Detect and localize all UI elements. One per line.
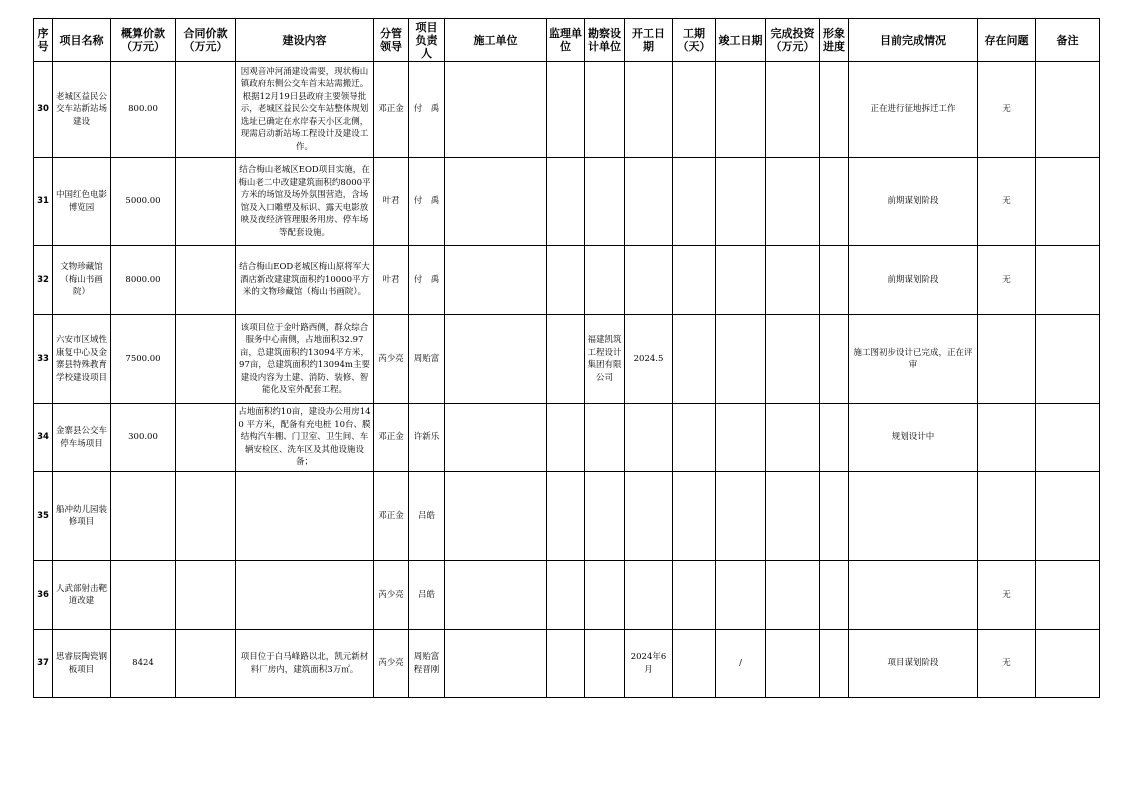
cell-leader: 叶君 — [374, 246, 409, 315]
table-row — [34, 158, 1100, 246]
cell-builder — [445, 404, 547, 472]
cell-seq: 30 — [34, 62, 53, 158]
header-content: 建设内容 — [236, 19, 374, 62]
cell-invest — [766, 561, 820, 630]
cell-notes — [1036, 158, 1100, 246]
cell-designer — [585, 158, 625, 246]
cell-owner: 吕皓 — [409, 472, 445, 561]
cell-issues — [978, 404, 1036, 472]
table-row — [34, 246, 1100, 315]
cell-start: 2024年6月 — [625, 630, 673, 698]
cell-name: 金寨县公交车停车场项目 — [53, 404, 111, 472]
cell-seq: 32 — [34, 246, 53, 315]
cell-issues: 无 — [978, 62, 1036, 158]
cell-finish — [716, 404, 766, 472]
cell-image — [820, 158, 849, 246]
header-notes: 备注 — [1036, 19, 1100, 62]
cell-builder — [445, 158, 547, 246]
cell-contract — [176, 246, 236, 315]
table-row — [34, 561, 1100, 630]
cell-leader: 叶君 — [374, 158, 409, 246]
cell-finish — [716, 315, 766, 404]
cell-supervisor — [547, 62, 585, 158]
cell-start — [625, 158, 673, 246]
cell-status — [849, 561, 978, 630]
cell-invest — [766, 315, 820, 404]
cell-image — [820, 62, 849, 158]
cell-budget: 5000.00 — [111, 158, 176, 246]
cell-start — [625, 62, 673, 158]
cell-builder — [445, 246, 547, 315]
cell-invest — [766, 62, 820, 158]
cell-seq: 37 — [34, 630, 53, 698]
cell-supervisor — [547, 315, 585, 404]
cell-supervisor — [547, 630, 585, 698]
cell-image — [820, 404, 849, 472]
cell-duration — [673, 404, 716, 472]
cell-name: 老城区益民公交车站新站场建设 — [53, 62, 111, 158]
header-owner: 项目负责人 — [409, 19, 445, 62]
cell-supervisor — [547, 561, 585, 630]
cell-status: 项目谋划阶段 — [849, 630, 978, 698]
table-row — [34, 472, 1100, 561]
header-invest: 完成投资（万元） — [766, 19, 820, 62]
cell-owner: 付 禹 — [409, 158, 445, 246]
cell-status: 前期谋划阶段 — [849, 158, 978, 246]
cell-status: 施工图初步设计已完成，正在评审 — [849, 315, 978, 404]
cell-notes — [1036, 561, 1100, 630]
cell-budget: 8000.00 — [111, 246, 176, 315]
cell-supervisor — [547, 472, 585, 561]
cell-designer — [585, 561, 625, 630]
cell-content: 结合梅山EOD老城区梅山原将军大酒店新改建建筑面积约10000平方米的文物珍藏馆（梅山书画院）。 — [236, 246, 374, 315]
cell-finish — [716, 561, 766, 630]
cell-leader: 邓正金 — [374, 62, 409, 158]
header-finish: 竣工日期 — [716, 19, 766, 62]
cell-notes — [1036, 62, 1100, 158]
cell-seq: 31 — [34, 158, 53, 246]
header-duration: 工期（天） — [673, 19, 716, 62]
table-row — [34, 62, 1100, 158]
cell-start — [625, 404, 673, 472]
cell-contract — [176, 472, 236, 561]
header-image: 形象进度 — [820, 19, 849, 62]
cell-status: 规划设计中 — [849, 404, 978, 472]
project-table — [33, 18, 1100, 698]
cell-duration — [673, 158, 716, 246]
cell-notes — [1036, 404, 1100, 472]
cell-invest — [766, 158, 820, 246]
cell-builder — [445, 62, 547, 158]
cell-status: 前期谋划阶段 — [849, 246, 978, 315]
cell-status: 正在进行征地拆迁工作 — [849, 62, 978, 158]
cell-builder — [445, 561, 547, 630]
cell-finish — [716, 62, 766, 158]
cell-finish — [716, 246, 766, 315]
cell-seq: 36 — [34, 561, 53, 630]
cell-start: 2024.5 — [625, 315, 673, 404]
cell-notes — [1036, 472, 1100, 561]
cell-issues: 无 — [978, 561, 1036, 630]
header-row — [34, 19, 1100, 62]
cell-owner: 付 禹 — [409, 62, 445, 158]
cell-designer — [585, 630, 625, 698]
cell-issues: 无 — [978, 630, 1036, 698]
cell-start — [625, 246, 673, 315]
cell-start — [625, 472, 673, 561]
cell-duration — [673, 561, 716, 630]
cell-start — [625, 561, 673, 630]
cell-contract — [176, 315, 236, 404]
header-name: 项目名称 — [53, 19, 111, 62]
cell-designer — [585, 472, 625, 561]
cell-finish: / — [716, 630, 766, 698]
cell-designer — [585, 246, 625, 315]
header-leader: 分管领导 — [374, 19, 409, 62]
cell-name: 人武部射击靶道改建 — [53, 561, 111, 630]
cell-issues — [978, 472, 1036, 561]
cell-owner: 付 禹 — [409, 246, 445, 315]
cell-duration — [673, 630, 716, 698]
cell-notes — [1036, 630, 1100, 698]
cell-designer: 福建凯筑工程设计集团有限公司 — [585, 315, 625, 404]
cell-name: 六安市区域性康复中心及金寨县特殊教育学校建设项目 — [53, 315, 111, 404]
cell-content: 该项目位于金叶路西侧，群众综合服务中心南侧，占地面积32.97亩，总建筑面积约13094平方米，97亩，总建筑面积约13094m主要建设内容为土建、消防、装修、智能化及室外配套工程。 — [236, 315, 374, 404]
header-status: 目前完成情况 — [849, 19, 978, 62]
cell-budget — [111, 561, 176, 630]
cell-status — [849, 472, 978, 561]
cell-owner: 吕皓 — [409, 561, 445, 630]
cell-contract — [176, 62, 236, 158]
header-designer: 勘察设计单位 — [585, 19, 625, 62]
cell-issues — [978, 315, 1036, 404]
cell-supervisor — [547, 246, 585, 315]
table-row — [34, 404, 1100, 472]
cell-supervisor — [547, 158, 585, 246]
cell-seq: 33 — [34, 315, 53, 404]
cell-builder — [445, 630, 547, 698]
cell-name: 思睿辰陶瓷钢板项目 — [53, 630, 111, 698]
cell-owner: 周贻富 — [409, 315, 445, 404]
cell-content: 因观音冲河涌建设需要，现状梅山镇政府东侧公交车首末站需搬迁。根据12月19日县政府主要领导批示，老城区益民公交车站整体规划选址已确定在水岸春天小区北侧，现需启动新站场工程设计及建设工作。 — [236, 62, 374, 158]
cell-invest — [766, 404, 820, 472]
cell-image — [820, 561, 849, 630]
cell-budget: 300.00 — [111, 404, 176, 472]
header-contract: 合同价款（万元） — [176, 19, 236, 62]
cell-budget: 7500.00 — [111, 315, 176, 404]
cell-supervisor — [547, 404, 585, 472]
cell-builder — [445, 472, 547, 561]
cell-contract — [176, 404, 236, 472]
cell-finish — [716, 158, 766, 246]
cell-duration — [673, 246, 716, 315]
table-row — [34, 630, 1100, 698]
cell-name: 船冲幼儿园装修项目 — [53, 472, 111, 561]
cell-invest — [766, 472, 820, 561]
cell-seq: 35 — [34, 472, 53, 561]
cell-content — [236, 561, 374, 630]
cell-leader: 邓正金 — [374, 404, 409, 472]
cell-leader: 芮少亮 — [374, 561, 409, 630]
cell-image — [820, 630, 849, 698]
cell-duration — [673, 472, 716, 561]
header-seq: 序号 — [34, 19, 53, 62]
cell-notes — [1036, 246, 1100, 315]
cell-issues: 无 — [978, 246, 1036, 315]
header-supervisor: 监理单位 — [547, 19, 585, 62]
cell-content: 结合梅山老城区EOD项目实施，在梅山老二中改建建筑面积约8000平方米的场馆及场外氛围营造，含场馆及入口雕塑及标识、露天电影放映及夜经济管理服务用房、停车场等配套设施。 — [236, 158, 374, 246]
cell-issues: 无 — [978, 158, 1036, 246]
cell-owner: 周贻富程晋刚 — [409, 630, 445, 698]
cell-leader: 邓正金 — [374, 472, 409, 561]
cell-image — [820, 246, 849, 315]
cell-seq: 34 — [34, 404, 53, 472]
cell-duration — [673, 62, 716, 158]
cell-budget: 8424 — [111, 630, 176, 698]
cell-budget: 800.00 — [111, 62, 176, 158]
cell-content: 项目位于白马峰路以北，凯元新材料厂房内，建筑面积3万㎡。 — [236, 630, 374, 698]
cell-content: 占地面积约10亩，建设办公用房140 平方米，配备有充电桩 10台、膜结构汽车棚、门卫室、卫生间、车辆安检区、洗车区及其他设施设备； — [236, 404, 374, 472]
header-start: 开工日期 — [625, 19, 673, 62]
cell-name: 文物珍藏馆（梅山书画院） — [53, 246, 111, 315]
cell-finish — [716, 472, 766, 561]
cell-duration — [673, 315, 716, 404]
cell-leader: 芮少亮 — [374, 315, 409, 404]
table-row — [34, 315, 1100, 404]
cell-image — [820, 472, 849, 561]
cell-contract — [176, 561, 236, 630]
cell-name: 中国红色电影博览园 — [53, 158, 111, 246]
cell-contract — [176, 630, 236, 698]
cell-designer — [585, 404, 625, 472]
cell-invest — [766, 630, 820, 698]
cell-owner: 许新乐 — [409, 404, 445, 472]
cell-contract — [176, 158, 236, 246]
header-issues: 存在问题 — [978, 19, 1036, 62]
header-budget: 概算价款（万元） — [111, 19, 176, 62]
cell-image — [820, 315, 849, 404]
cell-notes — [1036, 315, 1100, 404]
cell-content — [236, 472, 374, 561]
cell-budget — [111, 472, 176, 561]
cell-builder — [445, 315, 547, 404]
cell-designer — [585, 62, 625, 158]
cell-leader: 芮少亮 — [374, 630, 409, 698]
header-builder: 施工单位 — [445, 19, 547, 62]
cell-invest — [766, 246, 820, 315]
